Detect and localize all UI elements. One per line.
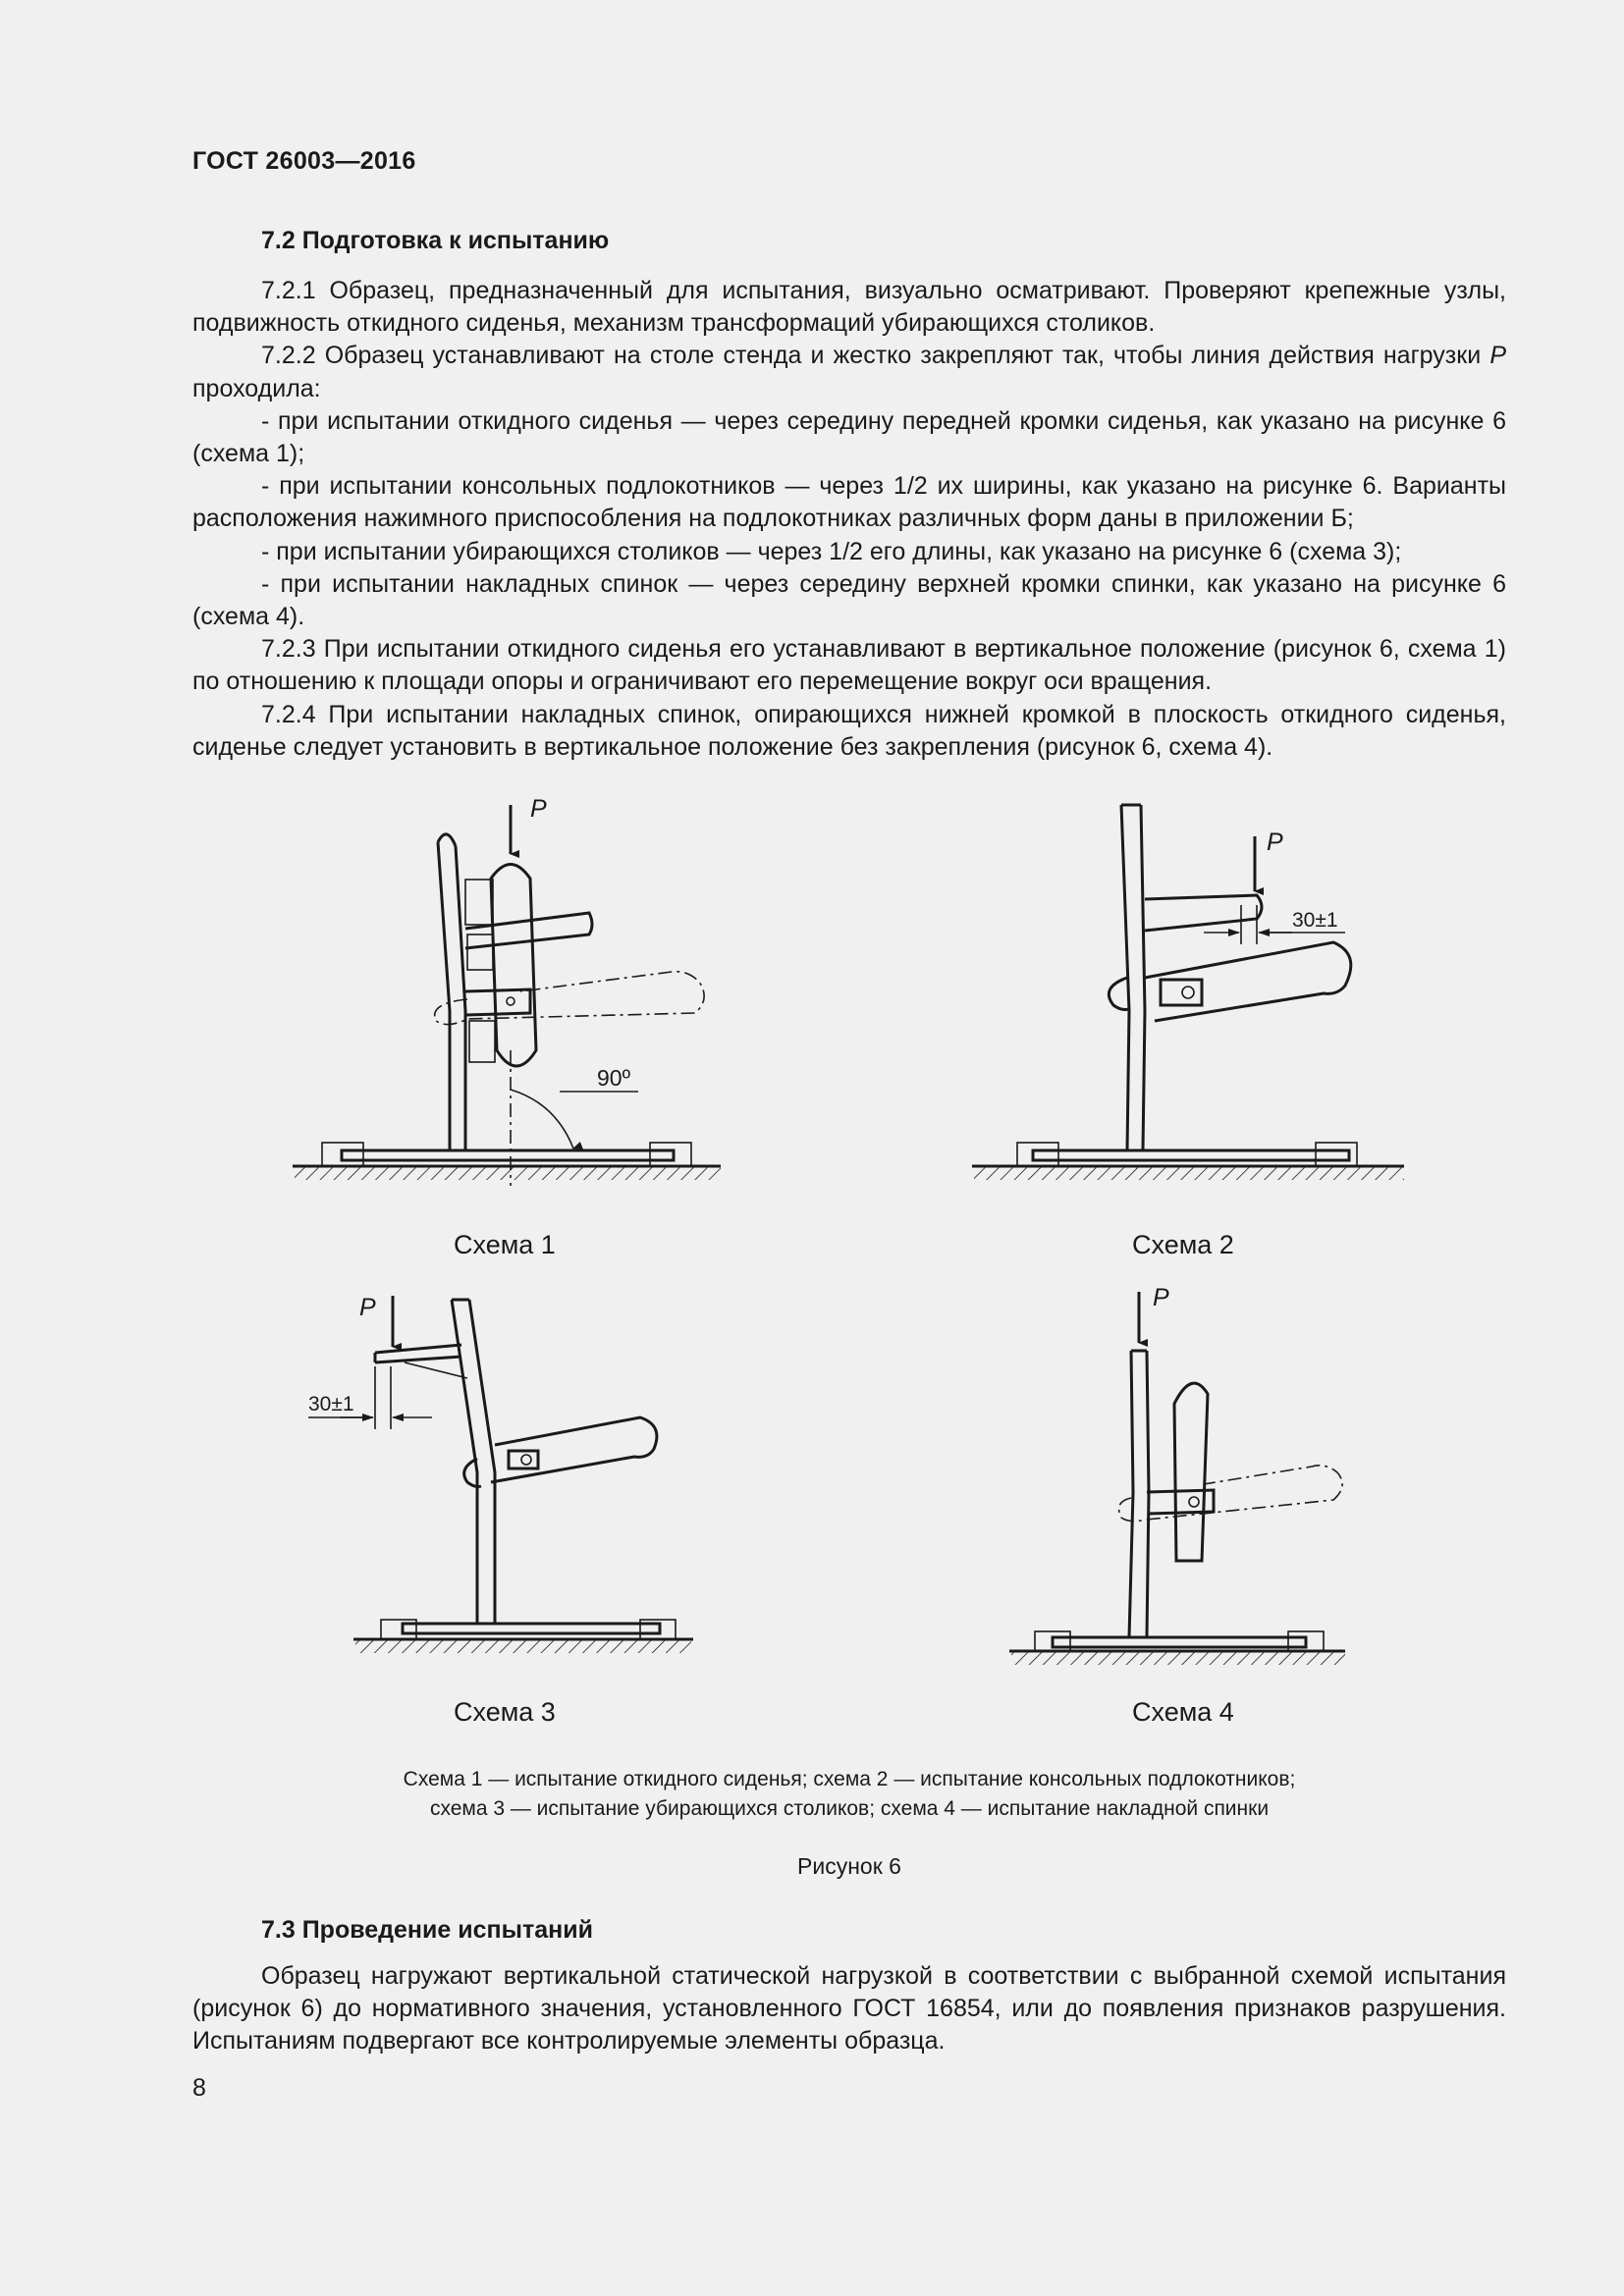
scheme-1-caption: Схема 1 — [454, 1230, 556, 1259]
list-item-armrest: - при испытании консольных подлокотников — через 1/2 их ширины, как указано на рисунке 6. Варианты расположения нажимного приспособления на подлокотниках различных форм даны в приложении Б; — [192, 472, 1506, 533]
paragraph-7-2-1: 7.2.1 Образец, предназначенный для испытания, визуально осматривают. Проверяют крепежные узлы, подвижность откидного сиденья, механизм трансформаций убирающихся столиков. — [192, 277, 1506, 338]
paragraph-7-2-3: 7.2.3 При испытании откидного сиденья его устанавливают в вертикальное положение (рисунок 6, схема 1) по отношению к площади опоры и ограничивают его перемещение вокруг оси вращения. — [192, 635, 1506, 696]
scheme-2-dimension-label: 30±1 — [1292, 909, 1338, 932]
scheme-4-caption: Схема 4 — [1132, 1697, 1234, 1727]
paragraph-7-2-2: 7.2.2 Образец устанавливают на столе стенда и жестко закрепляют так, чтобы линия действия нагрузки P проходила: — [192, 342, 1506, 402]
figure-title: Рисунок 6 — [797, 1853, 901, 1879]
page-number: 8 — [192, 2074, 206, 2102]
scheme-1-load-label: P — [530, 795, 547, 823]
scheme-3-diagram — [308, 1294, 693, 1653]
paragraph-7-3: Образец нагружают вертикальной статической нагрузкой в соответствии с выбранной схемой испытания (рисунок 6) до нормативного значения, установленного ГОСТ 16854, или до появления признаков разрушения. Испытаниям подвергают все контролируемые элементы образца. — [192, 1962, 1506, 2056]
figure-note — [192, 1765, 1506, 1824]
scheme-2-load-label: P — [1267, 828, 1283, 856]
scheme-3-load-label: P — [359, 1294, 376, 1321]
figure-note-line-1: Схема 1 — испытание откидного сиденья; схема 2 — испытание консольных подлокотников; — [403, 1768, 1296, 1790]
document-header: ГОСТ 26003—2016 — [192, 147, 416, 175]
paragraph-7-2-4: 7.2.4 При испытании накладных спинок, опирающихся нижней кромкой в плоскость откидного сиденья, сиденье следует установить в вертикальное положение без закрепления (рисунок 6, схема 4). — [192, 700, 1506, 761]
section-7-3-body — [192, 1960, 1506, 2058]
list-item-backrest: - при испытании накладных спинок — через середину верхней кромки спинки, как указано на рисунке 6 (схема 4). — [192, 569, 1506, 631]
scheme-1-diagram — [293, 795, 721, 1186]
section-7-2-title: 7.2 Подготовка к испытанию — [261, 227, 610, 254]
scheme-1-angle-label: 90º — [597, 1065, 630, 1091]
scheme-2-diagram — [972, 805, 1404, 1180]
scheme-2-caption: Схема 2 — [1132, 1230, 1234, 1259]
list-item-table: - при испытании убирающихся столиков — через 1/2 его длины, как указано на рисунке 6 (схема 3); — [261, 537, 1402, 565]
scheme-3-dimension-label: 30±1 — [308, 1393, 354, 1415]
figure-note-line-2: схема 3 — испытание убирающихся столиков; схема 4 — испытание накладной спинки — [429, 1797, 1270, 1820]
section-7-3-title: 7.3 Проведение испытаний — [261, 1916, 593, 1944]
scheme-4-load-label: P — [1153, 1284, 1169, 1311]
scheme-3-caption: Схема 3 — [454, 1697, 556, 1727]
scheme-4-diagram — [1009, 1284, 1345, 1665]
list-item-seat: - при испытании откидного сиденья — через середину передней кромки сиденья, как указано на рисунке 6 (схема 1); — [192, 406, 1506, 468]
